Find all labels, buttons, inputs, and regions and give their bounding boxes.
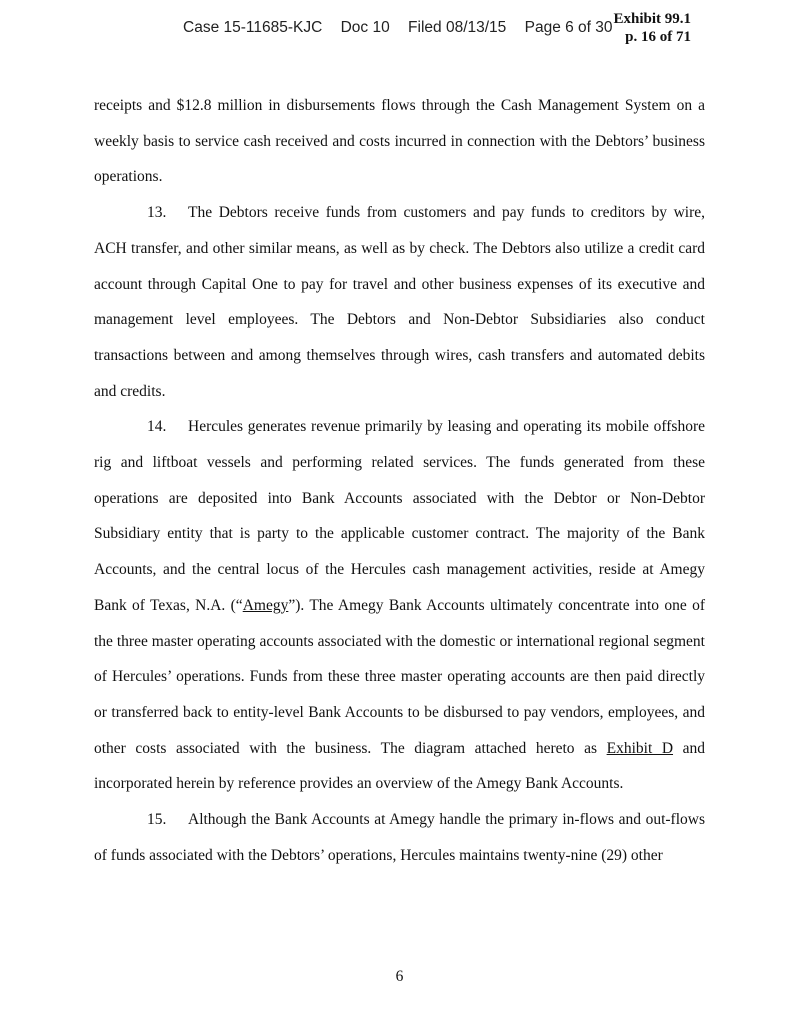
paragraph-number: 15. [147,811,167,829]
defined-term-amegy: Amegy [242,596,289,614]
doc-number: Doc 10 [340,19,390,36]
page-number: 6 [395,968,404,985]
paragraph-number: 14. [147,418,167,436]
paragraph-text: The Debtors receive funds from customers and pay funds to creditors by wire, ACH transfer, and other similar means, as well as by check. The Debtors also utilize a credit card account through Capital One to pay for travel and other business expenses of its executive and management level employees. The Debtors and Non-Debtor Subsidiaries also conduct transactions between and among themselves through wires, cash transfers and automated debits and credits. [94,204,705,400]
paragraph-continued: receipts and $12.8 million in disbursements flows through the Cash Management System on a weekly basis to service cash received and costs incurred in connection with the Debtors’ business operations. [94,97,705,186]
paragraph-text: ”). The Amegy Bank Accounts ultimately concentrate into one of the three master operating accounts associated with the domestic or international regional segment of Hercules’ operations. Funds from these three master operating accounts are then paid directly or transferred back to entity-level Bank Accounts to be disbursed to pay vendors, employees, and other costs associated with the business. The diagram attached hereto as [94,596,705,757]
paragraph-text: and incorporated herein by reference provides an overview of the Amegy Bank Accounts. [94,739,705,793]
case-header [183,19,613,37]
filed-date: Filed 08/13/15 [408,19,507,36]
paragraph-text: Although the Bank Accounts at Amegy handle the primary in-flows and out-flows of funds associated with the Debtors’ operations, Hercules maintains twenty-nine (29) other [94,811,705,864]
paragraph-number: 13. [147,204,167,222]
exhibit-page: p. 16 of 71 [625,29,691,45]
paragraph-13 [94,195,705,409]
page-of-total: Page 6 of 30 [524,19,613,36]
document-body [94,88,705,873]
exhibit-stamp [613,10,691,46]
case-number: Case 15-11685-KJC [183,19,323,36]
exhibit-label: Exhibit 99.1 [613,11,691,27]
exhibit-reference: Exhibit D [606,739,674,757]
paragraph-text: Hercules generates revenue primarily by leasing and operating its mobile offshore rig and liftboat vessels and performing related services. The funds generated from these operations are deposited into Bank Accounts associated with the Debtor or Non-Debtor Subsidiary entity that is party to the applicable customer contract. The majority of the Bank Accounts, and the central locus of the Hercules cash management activities, reside at Amegy Bank of Texas, N.A. (“ [94,418,705,614]
paragraph-15 [94,802,705,873]
paragraph-14 [94,409,705,802]
